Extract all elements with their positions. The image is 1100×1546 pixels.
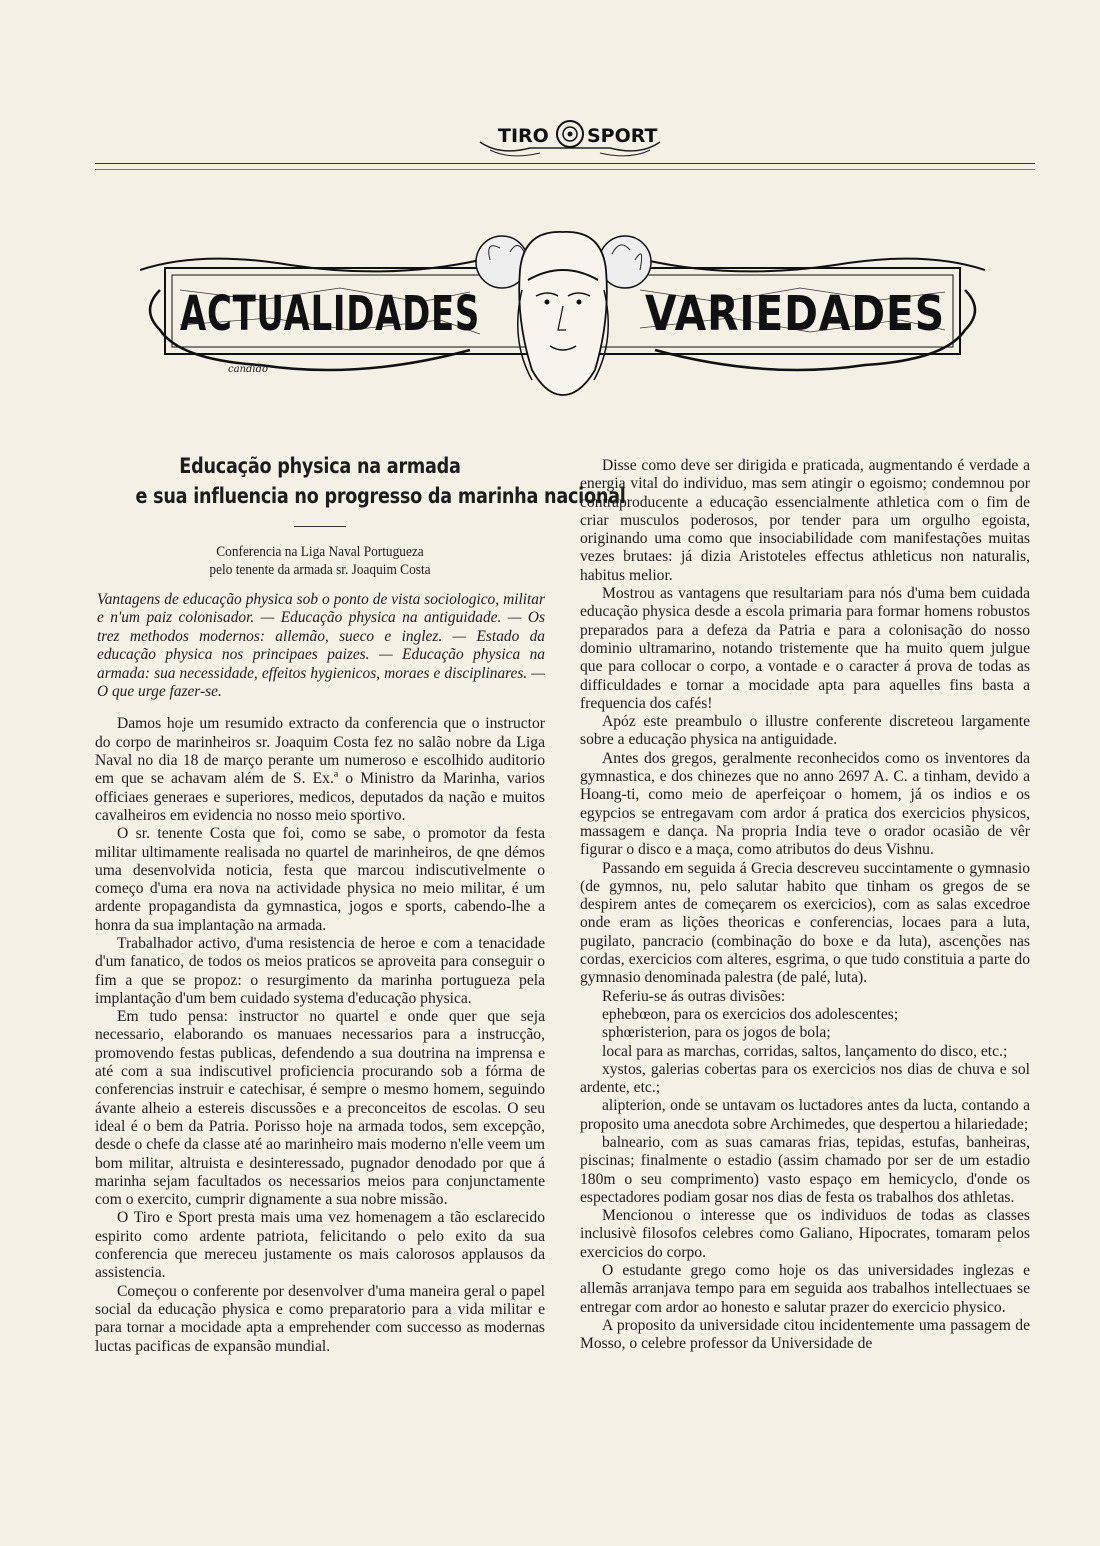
banner-left-word: ACTUALIDADES [180,286,480,342]
paragraph: O sr. tenente Costa que foi, como se sabe, o promotor da festa militar ultimamente realisada no quartel de marinheiros, de qne démos uma desenvolvida noticia, festa que marcou indiscutivelmente o começo d'uma era nova na actividade physica no meio militar, é um ardente propagandista da gymnastica, jogos e sports, cabendo-lhe a honra da sua implantação na armada. [95,825,545,934]
byline-line-1: Conferencia na Liga Naval Portugueza [216,544,424,560]
paragraph: Em tudo pensa: instructor no quartel e onde quer que seja necessario, elaborando os manuaes necessarios para a instrucção, promovendo festas publicas, defendendo a sua doutrina na imprensa e até com a sua indiscutivel proficiencia procurando sob a fórma de conferencias instruir e catechisar, é sempre o mesmo homem, seguindo ávante alheio a estereis discussões e a preconceitos de escolas. O seu ideal é o bem da Patria. Porisso hoje na armada todos, sem excepção, desde o chefe da classe até ao marinheiro mais moderno n'elle veem um bom militar, altruista e desinteressado, pugnador denodado por que á marinha sejam facultados os necessarios meios para conjunctamente com o exercito, cumprir dignamente a sua nobre missão. [95,1008,545,1209]
division-item: alipterion, onde se untavam os luctadores antes da lucta, contando a proposito uma anecdota sobre Archimedes, que despertou a hilariedade; [580,1097,1030,1133]
female-head-illustration [476,232,651,395]
division-item: ephebœon, para os exercicios dos adolescentes; [602,1005,899,1023]
paragraph: Começou o conferente por desenvolver d'uma maneira geral o papel social da educação physica e como preparatorio para a vida militar e para tornar a mocidade apta a emprehender com successo as modernas luctas pacificas de expansão mundial. [95,1282,545,1355]
left-column [95,452,626,1356]
paragraph: A proposito da universidade citou incidentemente uma passagem de Mosso, o celebre professor da Universidade de [580,1316,1030,1353]
title-rule [294,526,346,527]
paragraph: Mencionou o interesse que os individuos de todas as classes inclusivè filosofos celebres como Galiano, Hipocrates, tomaram pelos exercicios do corpo. [580,1207,1030,1261]
masthead-right-word: SPORT [587,125,658,147]
masthead-left-word: TIRO [498,125,549,147]
article-summary: Vantagens de educação physica sob o ponto de vista sociologico, militar e n'um paiz colonisador. — Educação physica na antiguidade. — Os trez methodos modernos: allemão, sueco e inglez. — Estado da educação physica nos principaes paizes. — Educação physica na armada: sua necessidade, effeitos hygienicos, moraes e disciplinares. — O que urge fazer-se. [97,591,545,701]
paragraph: Damos hoje um resumido extracto da conferencia que o instructor do corpo de marinheiros sr. Joaquim Costa fez no salão nobre da Liga Naval no dia 18 de março perante um numeroso e escolhido auditorio em que se achavam além de S. Ex.ª o Ministro da Marinha, varios officiaes generaes e superiores, medicos, deputados da nação e muitos cavalheiros em evidencia no nosso meio sportivo. [95,715,545,824]
paragraph: Mostrou as vantagens que resultariam para nós d'uma bem cuidada educação physica desde a escola primaria para formar homens robustos preparados para a defeza da Patria e para a colonisação do nosso dominio ultramarino, notando tristemente que ha muito quem julgue que para collocar o corpo, a vontade e o caracter á prova de todas as difficuldades e tornar a mocidade apta para aquelles fins basta a frequencia dos cafés! [580,585,1030,712]
division-item: local para as marchas, corridas, saltos, lançamento do disco, etc.; [602,1042,1008,1060]
banner-right-word: VARIEDADES [645,286,945,342]
paragraph: Referiu-se ás outras divisões: [602,987,786,1005]
division-item: balneario, com as suas camaras frias, tepidas, estufas, banheiras, piscinas; finalmente o estadio (assim chamado por ser de um estadio 180m o seu comprimento) vasto espaço em hemicyclo, d'onde os espectadores podiam gosar nos dias de festa os trabalhos dos athletas. [580,1133,1030,1206]
paragraph: Antes dos gregos, geralmente reconhecidos como os inventores da gymnastica, e dos chinezes que no anno 2697 A. C. a tinham, devido a Hoang-ti, como meio de aperfeiçoar o homem, já os indios e os egypcios se entregavam com ardor á pratica dos exercicios physicos, massagem e dança. Na propria India teve o orador ocasião de vêr figurar o disco e a maça, como atributos do deus Vishnu. [580,749,1030,859]
division-item: sphœristerion, para os jogos de bola; [602,1024,831,1042]
masthead-logo [470,112,670,162]
paragraph: Apóz este preambulo o illustre conferente discreteou largamente sobre a educação physica na antiguidade. [580,713,1030,749]
artist-signature: candido [228,364,269,375]
paragraph: O estudante grego como hoje os das universidades inglezas e allemãs arranjava tempo para em seguida aos trabalhos intellectuaes se entregar com ardor ao honesto e salutar prazer do exercicio physico. [580,1262,1030,1316]
article-title-line-1: Educação physica na armada [179,454,461,479]
division-item: xystos, galerias cobertas para os exercicios nos dias de chuva e sol ardente, etc.; [580,1060,1030,1097]
paragraph: Disse como deve ser dirigida e praticada, augmentando é verdade a energia vital do individuo, mas sem atingir o egoismo; condemnou por contraproducente a educação essencialmente athletica com o fim de criar musculos poderosos, por tender para um orgulho egoista, originando uma como que insociabilidade com manifestações muitas vezes brutaes: já dizia Aristoteles effectus athleticus non naturalis, habitus melior. [580,457,1030,584]
masthead-rule-thin [95,169,1035,170]
byline-line-2: pelo tenente da armada sr. Joaquim Costa [209,562,431,578]
section-banner [140,230,985,410]
article-title-line-2: e sua influencia no progresso da marinha nacional [135,484,626,509]
masthead-rule [95,163,1035,164]
right-column [580,457,1030,1354]
paragraph: O Tiro e Sport presta mais uma vez homenagem a tão esclarecido espirito como ardente patriota, felicitando o pelo exito da sua conferencia que mereceu justamente os mais calorosos applausos da assistencia. [95,1209,545,1282]
paragraph: Passando em seguida á Grecia descreveu succintamente o gymnasio (de gymnos, nu, pelo salutar habito que tinham os gregos de se despirem antes de começarem os exercicios), com as salas excedroe onde eram as lições theoricas e conferencias, locaes para a luta, pugilato, pancracio (combinação do boxe e da luta), ascenções nas cordas, exercicios com alteres, esgrima, o que tudo constituia a parte do gymnasio denominada palestra (de palé, luta). [580,859,1030,987]
byline [113,543,527,579]
paragraph: Trabalhador activo, d'uma resistencia de heroe e com a tenacidade d'um fanatico, de todos os meios praticos se aproveita para conseguir o fim a que se propoz: o resurgimento da marinha portugueza pela implantação d'um bem cuidado systema d'educação physica. [95,935,545,1007]
